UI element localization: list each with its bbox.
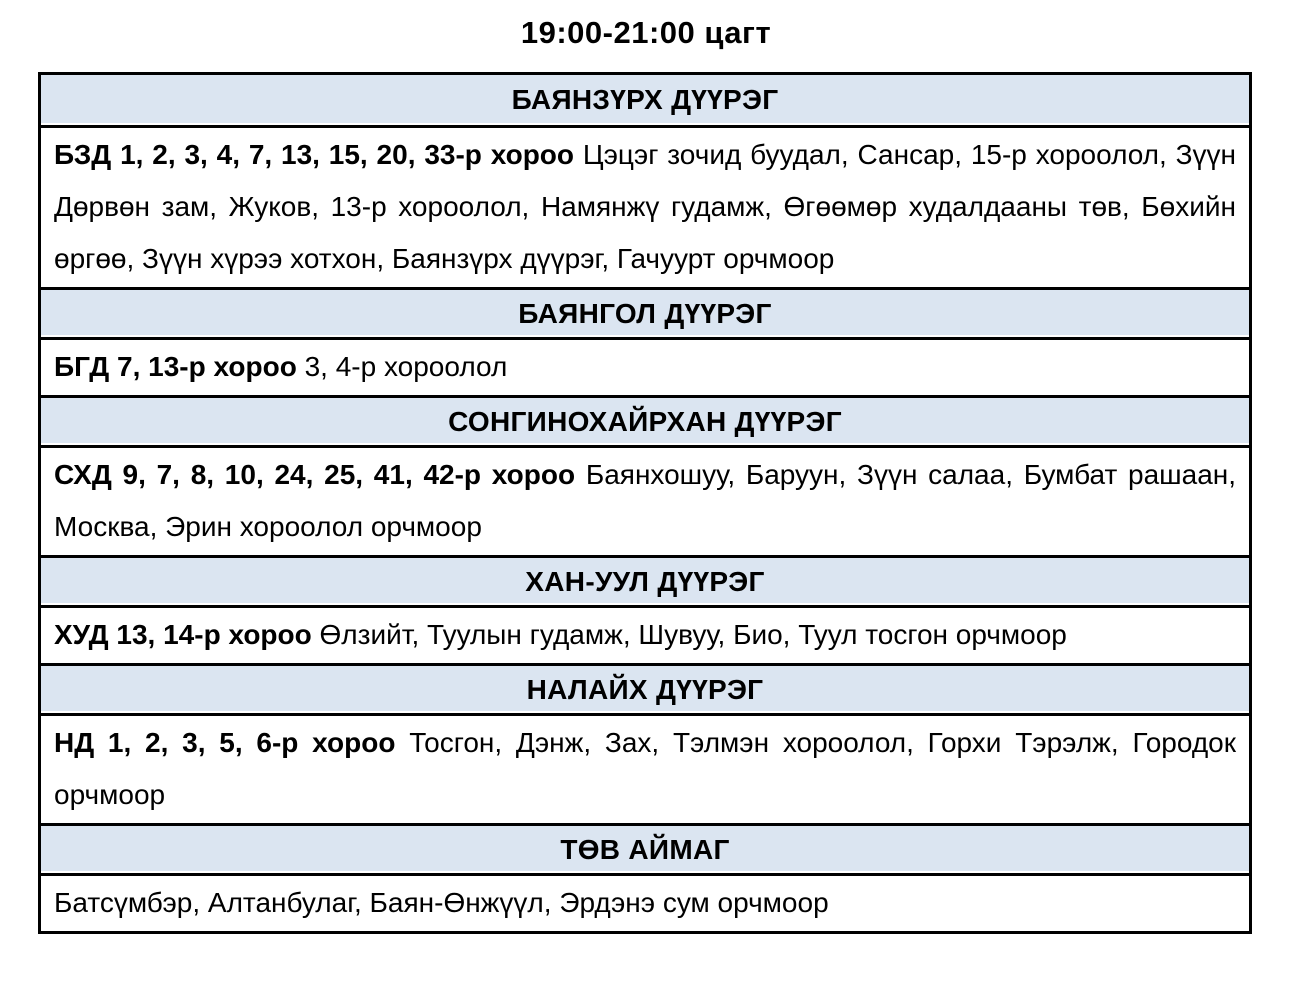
- district-header-row: [41, 395, 1249, 445]
- district-header-label: НАЛАЙХ ДҮҮРЭГ: [526, 673, 764, 705]
- area-list-text: Цэцэг зочид буудал, Сансар, 15-р хороолол, Зүүн Дөрвөн зам, Жуков, 13-р хороолол, Намянжү гудамж, Өгөөмөр худалдааны төв, Бөхийн өргөө, Зүүн хүрээ хотхон, Баянзүрх дүүрэг, Гачуурт орчмоор: [54, 139, 1237, 274]
- district-header-label: ТӨВ АЙМАГ: [560, 833, 730, 865]
- district-header-row: [41, 663, 1249, 713]
- khoroo-list-bold: СХД 9, 7, 8, 10, 24, 25, 41, 42-р хороо: [54, 459, 576, 490]
- area-list-text: Өлзийт, Туулын гудамж, Шувуу, Био, Туул тосгон орчмоор: [319, 619, 1067, 650]
- district-header-row: [41, 75, 1249, 125]
- khoroo-list-bold: БГД 7, 13-р хороо: [54, 351, 297, 382]
- district-content-row: [41, 873, 1249, 931]
- area-list-text: 3, 4-р хороолол: [304, 351, 508, 382]
- district-content-row: [41, 713, 1249, 823]
- khoroo-list-bold: БЗД 1, 2, 3, 4, 7, 13, 15, 20, 33-р хороо: [54, 139, 575, 170]
- area-list-text: Тосгон, Дэнж, Зах, Тэлмэн хороолол, Горхи Тэрэлж, Городок орчмоор: [54, 727, 1236, 810]
- district-content-row: [41, 337, 1249, 395]
- district-content-row: [41, 605, 1249, 663]
- document-title: 19:00-21:00 цагт: [520, 15, 772, 50]
- district-header-label: БАЯНЗҮРХ ДҮҮРЭГ: [511, 84, 779, 115]
- district-content-row: [41, 125, 1249, 287]
- khoroo-list-bold: НД 1, 2, 3, 5, 6-р хороо: [54, 727, 396, 758]
- khoroo-list-bold: ХУД 13, 14-р хороо: [54, 619, 312, 650]
- district-header-row: [41, 287, 1249, 337]
- district-header-row: [41, 555, 1249, 605]
- area-list-text: Батсүмбэр, Алтанбулаг, Баян-Өнжүүл, Эрдэнэ сум орчмоор: [54, 887, 829, 918]
- area-list-text: Баянхошуу, Баруун, Зүүн салаа, Бумбат рашаан, Москва, Эрин хороолол орчмоор: [54, 459, 1237, 542]
- district-header-row: [41, 823, 1249, 873]
- outage-schedule-table: [38, 72, 1252, 934]
- district-header-label: ХАН-УУЛ ДҮҮРЭГ: [525, 565, 765, 597]
- district-content-row: [41, 445, 1249, 555]
- district-header-label: БАЯНГОЛ ДҮҮРЭГ: [518, 297, 772, 329]
- district-header-label: СОНГИНОХАЙРХАН ДҮҮРЭГ: [448, 405, 842, 437]
